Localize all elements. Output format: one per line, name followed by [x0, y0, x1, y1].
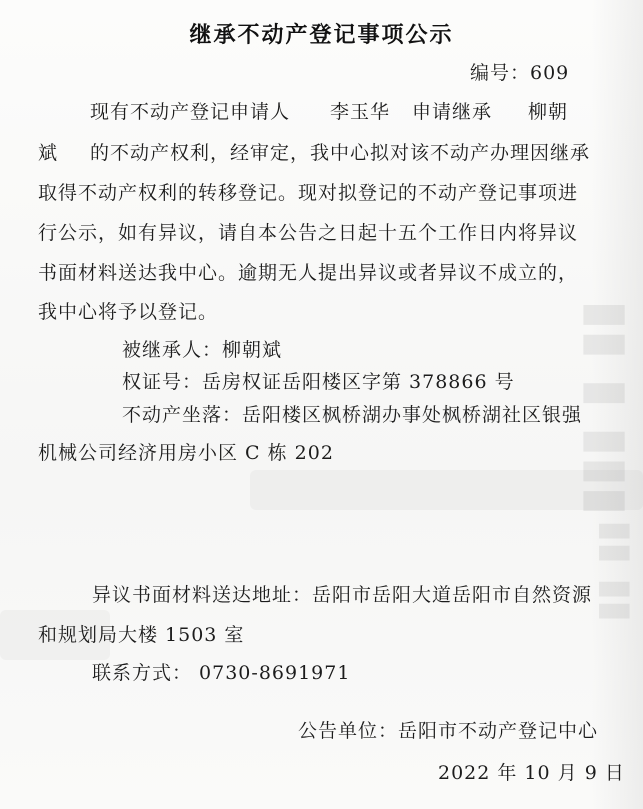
applicant-name: 李玉华 [330, 101, 391, 123]
property-location-line-2: 机械公司经济用房小区 C 栋 202 [38, 442, 334, 464]
body-text: 的不动产权利，经审定，我中心拟对该不动产办理因继承 [90, 142, 591, 164]
body-line-1 [90, 97, 568, 124]
serial-number: 编号：609 [470, 62, 570, 84]
date-line: 2022 年 10 月 9 日 [438, 762, 625, 784]
bleed-through-mark: ▮▮ ▮ ▮▮▮ [577, 300, 640, 516]
objection-address-line-2: 和规划局大楼 1503 室 [38, 624, 245, 646]
heir-name: 柳朝 [528, 101, 569, 123]
objection-address-line-1: 异议书面材料送达地址：岳阳市岳阳大道岳阳市自然资源 [92, 584, 593, 606]
body-line-3: 取得不动产权利的转移登记。现对拟登记的不动产登记事项进 [38, 182, 579, 204]
certificate-number-line: 权证号：岳房权证岳阳楼区字第 378866 号 [122, 371, 515, 393]
body-text: 现有不动产登记申请人 [90, 101, 291, 123]
body-line-5: 书面材料送达我中心。逾期无人提出异议或者异议不成立的， [38, 262, 579, 284]
body-text: 申请继承 [412, 101, 493, 123]
page-title: 继承不动产登记事项公示 [189, 23, 454, 48]
contact-line: 联系方式： 0730-8691971 [92, 662, 351, 684]
body-line-6: 我中心将予以登记。 [38, 301, 219, 323]
heir-name: 斌 [38, 142, 59, 164]
property-location-line-1: 不动产坐落：岳阳楼区枫桥湖办事处枫桥湖社区银强 [122, 404, 583, 426]
body-line-2 [38, 138, 590, 165]
body-line-4: 行公示，如有异议，请自本公告之日起十五个工作日内将异议 [38, 222, 579, 244]
issuer-line: 公告单位：岳阳市不动产登记中心 [298, 720, 599, 742]
decedent-line: 被继承人：柳朝斌 [122, 339, 283, 361]
bleed-through-mark: ▮▮ ▮▮ [594, 520, 640, 622]
